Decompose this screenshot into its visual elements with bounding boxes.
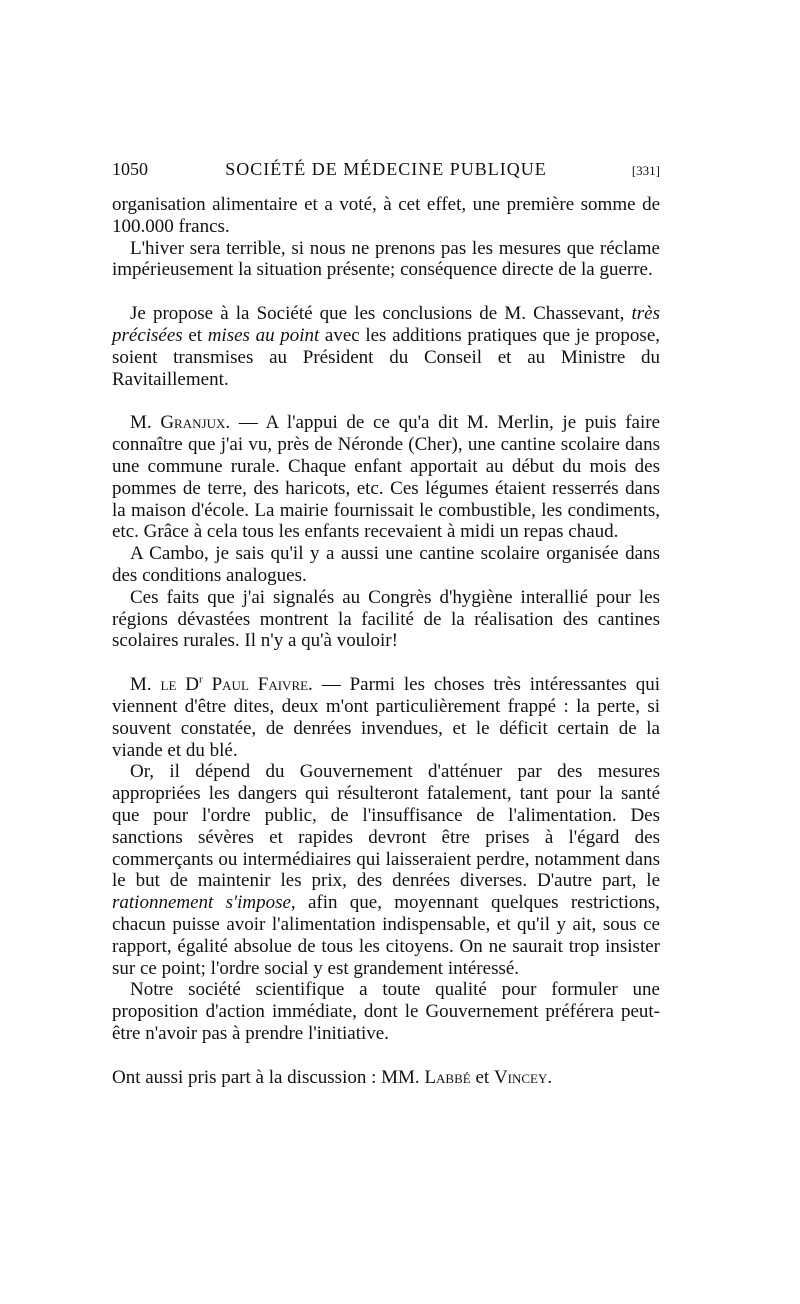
p3-text-a: Je propose à la Société que les conclusions de M. Chassevant, [130,303,632,325]
page-number: 1050 [112,159,148,179]
paragraph-discussion: Ont aussi pris part à la discussion : MM. Labbé et Vincey. [112,1066,553,1088]
paragraph-1: organisation alimentaire et a voté, à cet effet, une première somme de 100.000 francs. [112,194,660,237]
bracket-reference: [331] [631,163,660,178]
paragraph-societe: Notre société scientifique a toute qualité pour formuler une proposition d'action immédiate, dont le Gouvernement préférera peut-être n'avoir pas à prendre l'initiative. [112,979,660,1044]
paragraph-faits: Ces faits que j'ai signalés au Congrès d'hygiène interallié pour les régions dévastées montrent la facilité de la réalisation des cantines scolaires rurales. Il n'y a qu'à vouloir! [112,586,660,652]
journal-title: SOCIÉTÉ DE MÉDECINE PUBLIQUE [225,159,547,179]
p3-italic-a: très précisées [112,303,660,346]
paragraph-faivre [112,674,660,761]
speaker-granjux: M. Granjux. [130,412,231,434]
paragraph-2: L'hiver sera terrible, si nous ne prenons pas les mesures que réclame impérieusement la situation présente; conséquence directe de la guerre. [112,237,660,281]
paragraph-3 [112,303,660,390]
p3-italic-b: mises au point [207,324,320,346]
speaker-m-le-dr: M. le $D^r$ Paul Faivre. [130,673,313,696]
granjux-text: — A l'appui de ce qu'a dit M. Merlin, je puis faire connaître que j'ai vu, près de Néronde (Cher), une cantine scolaire dans une commune rurale. Chaque enfant apportait au début du mois des pommes de terre, des haricots, etc. Ces légumes étaient resserrés dans la maison d'école. La mairie fournissait le combustible, les condiments, etc. Grâce à cela tous les enfants recevaient à midi un repas chaud. [112,412,661,543]
p3-text-e: avec les additions pratiques que je propose, soient transmises au Président du Conseil et au Ministre du Ravitaillement. [112,324,661,390]
p3-text-c: et [182,324,208,346]
paragraph-granjux [112,412,660,543]
article-body [112,194,660,1088]
paragraph-gouvernement: Or, il dépend du Gouvernement d'atténuer par des mesures appropriées les dangers qui résulteront fatalement, tant pour la santé que pour l'ordre public, de l'insuffisance de l'alimentation. Des sanctions sévères et rapides devront être prises à l'égard des commerçants ou intermédiaires qui laisseraient perdre, notamment dans le but de maintenir les prix, des denrées diverses. D'autre part, le rationnement s'impose, afin que, moyennant quelques restrictions, chacun puisse avoir l'alimentation indispensable, et qu'il y ait, sous ce rapport, égalité absolue de tous les citoyens. On ne saurait trop insister sur ce point; l'ordre social y est grandement intéressé. [112,761,660,979]
paragraph-cambo: A Cambo, je sais qu'il y a aussi une cantine scolaire organisée dans des conditions analogues. [112,543,660,586]
faivre-text: — Parmi les choses très intéressantes qui viennent d'être dites, deux m'ont particulièrement frappé : la perte, si souvent constatée, de denrées invendues, et le déficit certain de la viande et du blé. [112,674,660,761]
